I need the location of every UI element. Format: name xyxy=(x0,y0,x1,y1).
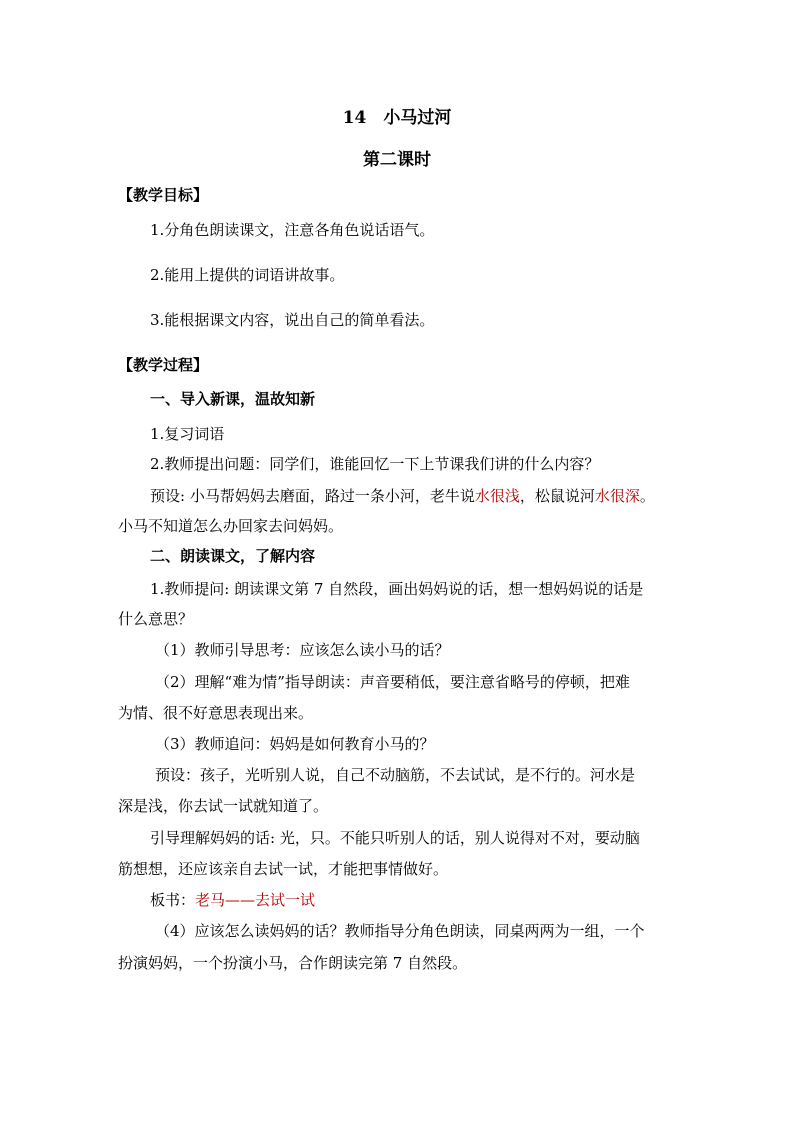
section1-heading: 一、导入新课，温故知新 xyxy=(150,390,316,408)
preview-text-b: ，松鼠说河 xyxy=(519,487,595,505)
board-label: 板书： xyxy=(150,891,196,909)
section1-step2: 2.教师提出问题：同学们，谁能回忆一下上节课我们讲的什么内容？ xyxy=(150,455,600,473)
section1-preview xyxy=(150,486,655,506)
section2-guide-a: 引导理解妈妈的话: 光，只。不能只听别人的话，别人说得对不对，要动脑 xyxy=(150,829,640,847)
section2-sub3: （3）教师追问：妈妈是如何教育小马的？ xyxy=(155,735,435,753)
objective-item-2: 2.能用上提供的词语讲故事。 xyxy=(150,266,345,284)
preview-text-a: 预设: 小马帮妈妈去磨面，路过一条小河，老牛说 xyxy=(150,487,475,505)
section2-step1-a: 1.教师提问: 朗读课文第 7 自然段，画出妈妈说的话，想一想妈妈说的话是 xyxy=(150,580,644,598)
page-title: 14 小马过河 xyxy=(342,108,452,128)
section2-sub1: （1）教师引导思考：应该怎么读小马的话？ xyxy=(155,641,450,659)
section1-step1: 1.复习词语 xyxy=(150,425,225,443)
section2-sub2-a: （2）理解“难为情”指导朗读：声音要稍低，要注意省略号的停顿，把难 xyxy=(155,673,630,691)
preview-text-c: 。 xyxy=(639,487,655,505)
section2-guide-b: 筋想想，还应该亲自去试一试，才能把事情做好。 xyxy=(118,860,449,878)
section2-sub2-b: 为情、很不好意思表现出来。 xyxy=(118,704,314,722)
section2-preset-b: 深是浅，你去试一试就知道了。 xyxy=(118,797,329,815)
objectives-heading: 【教学目标】 xyxy=(118,186,209,204)
section2-preset-a: 预设：孩子，光听别人说，自己不动脑筋，不去试试，是不行的。河水是 xyxy=(155,766,636,784)
preview-highlight-deep: 水很深 xyxy=(594,487,640,505)
section2-heading: 二、朗读课文，了解内容 xyxy=(150,547,316,565)
section1-preview-cont: 小马不知道怎么办回家去问妈妈。 xyxy=(118,517,344,535)
objective-item-1: 1.分角色朗读课文，注意各角色说话语气。 xyxy=(150,221,435,239)
board-note xyxy=(150,890,315,910)
board-text: 老马——去试一试 xyxy=(195,891,316,909)
section2-sub4-b: 扮演妈妈，一个扮演小马，合作朗读完第 7 自然段。 xyxy=(118,954,468,972)
preview-highlight-shallow: 水很浅 xyxy=(474,487,520,505)
section2-step1-b: 什么意思？ xyxy=(118,610,194,628)
objective-item-3: 3.能根据课文内容，说出自己的简单看法。 xyxy=(150,311,435,329)
page-subtitle: 第二课时 xyxy=(363,150,431,170)
process-heading: 【教学过程】 xyxy=(118,356,209,374)
section2-sub4-a: （4）应该怎么读妈妈的话？教师指导分角色朗读，同桌两两为一组，一个 xyxy=(155,922,645,940)
